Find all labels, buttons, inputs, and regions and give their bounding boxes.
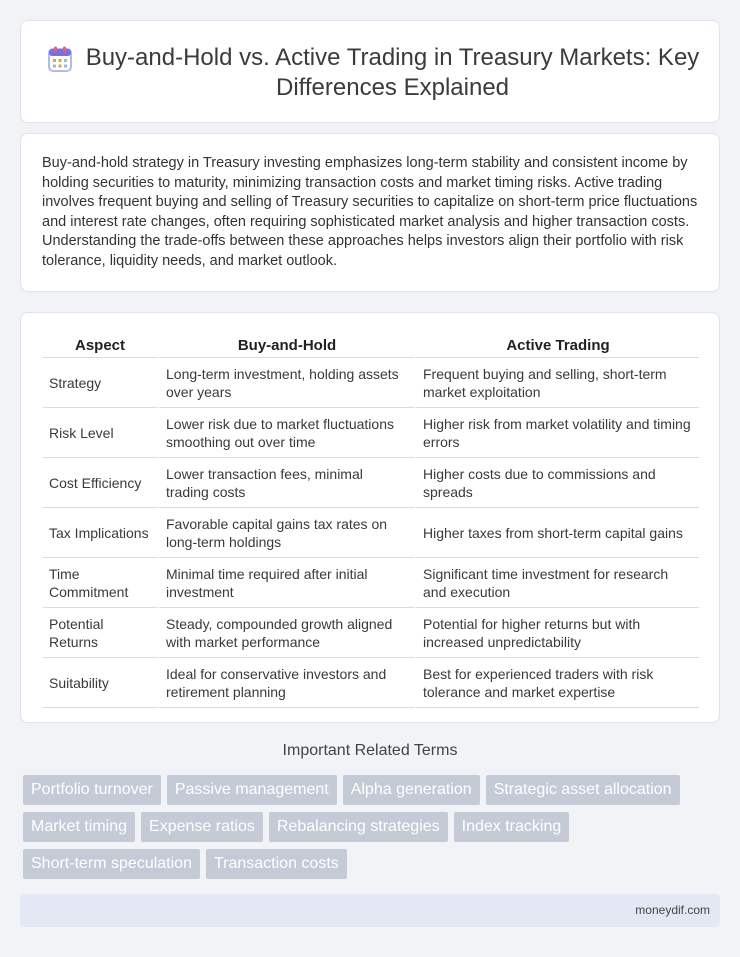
table-row (43, 358, 699, 408)
buy-and-hold-cell: Long-term investment, holding assets over years (157, 358, 414, 408)
intro-paragraph: Buy-and-hold strategy in Treasury investing emphasizes long-term stability and consistent income by holding securities to maturity, minimizing transaction costs and market timing risks. Active trading involves frequent buying and selling of Treasury securities to capitalize on short-term price fluctuations and interest rate changes, often requiring sophisticated market analysis and higher transaction costs. Understanding the trade-offs between these approaches helps investors align their portfolio with risk tolerance, liquidity needs, and market outlook. (42, 155, 698, 269)
buy-and-hold-cell: Favorable capital gains tax rates on long-term holdings (157, 508, 414, 558)
related-term-tag[interactable]: Rebalancing strategies (269, 812, 448, 842)
buy-and-hold-cell: Steady, compounded growth aligned with market performance (157, 608, 414, 658)
active-trading-cell: Higher costs due to commissions and spreads (414, 458, 699, 508)
title-card (20, 20, 720, 123)
table-row (43, 558, 699, 608)
active-trading-cell: Frequent buying and selling, short-term market exploitation (414, 358, 699, 408)
buy-and-hold-cell: Lower risk due to market fluctuations smoothing out over time (157, 408, 414, 458)
active-trading-cell: Potential for higher returns but with increased unpredictability (414, 608, 699, 658)
related-term-tag[interactable]: Market timing (23, 812, 135, 842)
header-buy-and-hold: Buy-and-Hold (157, 333, 414, 358)
aspect-cell: Cost Efficiency (43, 458, 157, 508)
related-term-tag[interactable]: Strategic asset allocation (486, 775, 680, 805)
aspect-cell: Tax Implications (43, 508, 157, 558)
related-terms-title: Important Related Terms (282, 742, 458, 759)
header-aspect: Aspect (43, 333, 157, 358)
intro-card (20, 133, 720, 292)
aspect-cell: Strategy (43, 358, 157, 408)
table-row (43, 458, 699, 508)
calendar-icon (48, 46, 72, 72)
buy-and-hold-cell: Lower transaction fees, minimal trading costs (157, 458, 414, 508)
buy-and-hold-cell: Minimal time required after initial investment (157, 558, 414, 608)
footer-site-link[interactable]: moneydif.com (635, 903, 710, 917)
aspect-cell: Potential Returns (43, 608, 157, 658)
table-row (43, 608, 699, 658)
active-trading-cell: Best for experienced traders with risk tolerance and market expertise (414, 658, 699, 708)
footer (20, 894, 720, 927)
comparison-card (20, 312, 720, 723)
related-term-tag[interactable]: Portfolio turnover (23, 775, 161, 805)
related-term-tag[interactable]: Alpha generation (343, 775, 480, 805)
table-row (43, 408, 699, 458)
buy-and-hold-cell: Ideal for conservative investors and retirement planning (157, 658, 414, 708)
table-header-row (43, 333, 699, 358)
table-row (43, 508, 699, 558)
aspect-cell: Time Commitment (43, 558, 157, 608)
related-terms-list (23, 775, 713, 879)
header-active-trading: Active Trading (414, 333, 699, 358)
related-term-tag[interactable]: Index tracking (454, 812, 570, 842)
related-term-tag[interactable]: Short-term speculation (23, 849, 200, 879)
active-trading-cell: Higher taxes from short-term capital gains (414, 508, 699, 558)
table-row (43, 658, 699, 708)
aspect-cell: Suitability (43, 658, 157, 708)
active-trading-cell: Significant time investment for research and execution (414, 558, 699, 608)
related-term-tag[interactable]: Expense ratios (141, 812, 263, 842)
related-term-tag[interactable]: Passive management (167, 775, 337, 805)
active-trading-cell: Higher risk from market volatility and timing errors (414, 408, 699, 458)
comparison-table (43, 333, 699, 708)
aspect-cell: Risk Level (43, 408, 157, 458)
page-title: Buy-and-Hold vs. Active Trading in Treasury Markets: Key Differences Explained (85, 44, 700, 101)
related-term-tag[interactable]: Transaction costs (206, 849, 347, 879)
